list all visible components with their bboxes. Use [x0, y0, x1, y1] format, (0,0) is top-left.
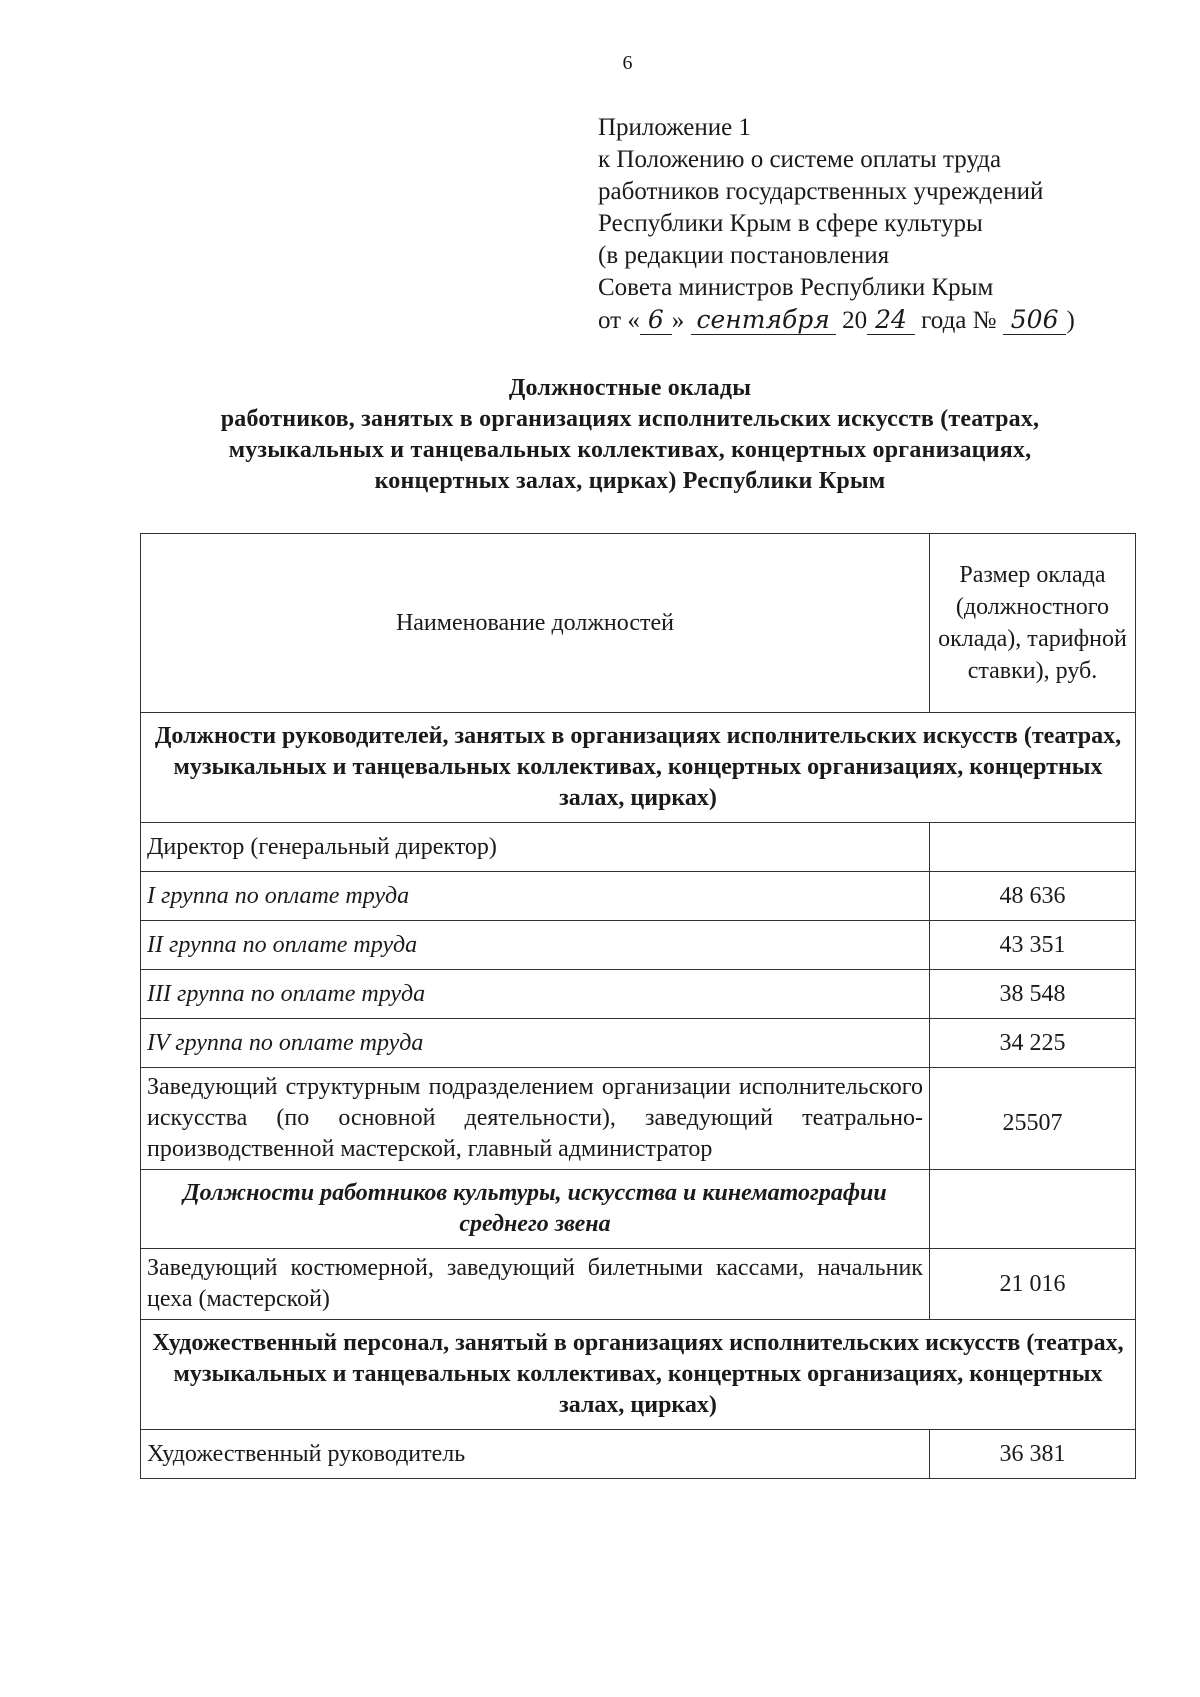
- salary-value: 43 351: [929, 921, 1135, 970]
- position-name: Заведующий структурным подразделением организации исполнительского искусства (по основной деятельности), заведующий театрально-производственной мастерской, главный администратор: [141, 1068, 930, 1170]
- section-heading-mid-level: Должности работников культуры, искусства и кинематографии среднего звена: [141, 1170, 930, 1249]
- date-prefix: от «: [598, 307, 640, 334]
- salary-value: 48 636: [929, 872, 1135, 921]
- position-name: Заведующий костюмерной, заведующий билетными кассами, начальник цеха (мастерской): [141, 1249, 930, 1320]
- table-row: [141, 970, 1136, 1019]
- appendix-date-line: [598, 304, 1158, 337]
- table-header-row: [141, 534, 1136, 713]
- table-row: [141, 1019, 1136, 1068]
- salary-value: 21 016: [929, 1249, 1135, 1320]
- year-word: года №: [921, 307, 997, 334]
- salary-value-empty: [929, 1170, 1135, 1249]
- position-name: IV группа по оплате труда: [141, 1019, 930, 1068]
- table-row: [141, 872, 1136, 921]
- document-title: [140, 373, 1120, 497]
- salary-value: 38 548: [929, 970, 1135, 1019]
- appendix-line: Приложение 1: [598, 114, 751, 141]
- header-salary-size: Размер оклада (должностного оклада), тарифной ставки), руб.: [929, 534, 1135, 713]
- appendix-line: работников государственных учреждений: [598, 178, 1044, 205]
- table-row: [141, 1068, 1136, 1170]
- position-name: II группа по оплате труда: [141, 921, 930, 970]
- handwritten-year: 24: [867, 305, 915, 335]
- closing-paren: ): [1066, 307, 1075, 334]
- year-prefix: 20: [842, 307, 868, 334]
- title-main: Должностные оклады: [508, 375, 752, 401]
- section-row: [141, 1320, 1136, 1430]
- section-heading-managers: Должности руководителей, занятых в организациях исполнительских искусств (театрах, музыкальных и танцевальных коллективах, концертных организациях, концертных залах, цирках): [141, 713, 1136, 823]
- position-name: III группа по оплате труда: [141, 970, 930, 1019]
- salary-table: [140, 533, 1136, 1479]
- title-line: работников, занятых в организациях исполнительских искусств (театрах,: [220, 406, 1040, 432]
- appendix-line: (в редакции постановления: [598, 242, 890, 269]
- handwritten-number: 506: [1003, 305, 1067, 335]
- header-position-name: Наименование должностей: [141, 534, 930, 713]
- table-row: [141, 1430, 1136, 1479]
- salary-value: [929, 823, 1135, 872]
- salary-value: 36 381: [929, 1430, 1135, 1479]
- table-row: [141, 1249, 1136, 1320]
- appendix-line: к Положению о системе оплаты труда: [598, 146, 1002, 173]
- appendix-block: [598, 112, 1158, 337]
- appendix-line: Совета министров Республики Крым: [598, 274, 994, 301]
- section-heading-artistic-staff: Художественный персонал, занятый в организациях исполнительских искусств (театрах, музыкальных и танцевальных коллективах, концертных организациях, концертных залах, цирках): [141, 1320, 1136, 1430]
- page-number: 6: [622, 52, 633, 74]
- position-name: I группа по оплате труда: [141, 872, 930, 921]
- section-row: [141, 1170, 1136, 1249]
- title-line: концертных залах, цирках) Республики Крым: [374, 468, 886, 494]
- table-row: [141, 823, 1136, 872]
- date-day-close: »: [671, 307, 685, 334]
- title-line: музыкальных и танцевальных коллективах, концертных организациях,: [228, 437, 1032, 463]
- salary-value: 25507: [929, 1068, 1135, 1170]
- handwritten-month: сентября: [691, 305, 836, 335]
- position-name: Художественный руководитель: [141, 1430, 930, 1479]
- salary-value: 34 225: [929, 1019, 1135, 1068]
- position-name: Директор (генеральный директор): [141, 823, 930, 872]
- appendix-line: Республики Крым в сфере культуры: [598, 210, 983, 237]
- table-row: [141, 921, 1136, 970]
- section-row: [141, 713, 1136, 823]
- handwritten-day: 6: [640, 305, 672, 335]
